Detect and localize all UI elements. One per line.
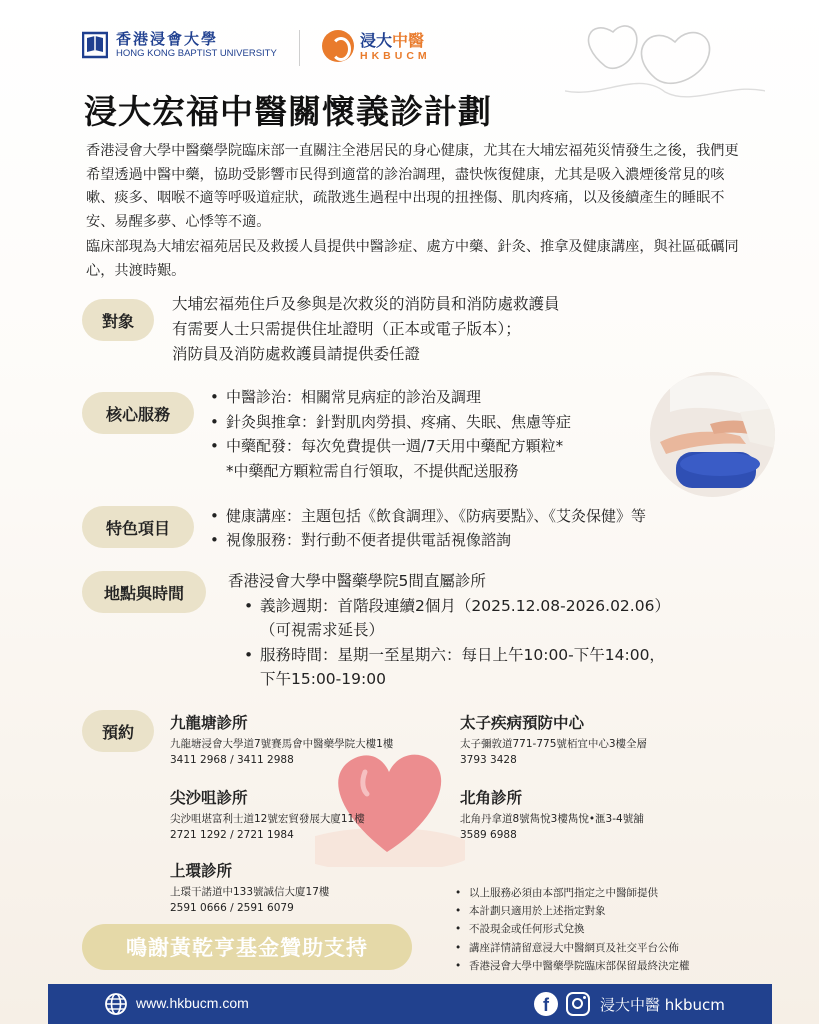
- clinic-phone[interactable]: 3793 3428: [460, 754, 517, 766]
- clinic-address-line: 九龍塘浸會大學道7號賽馬會中醫藥學院大樓1樓: [170, 738, 394, 750]
- term-item: 不設現金或任何形式兌換: [469, 923, 585, 936]
- clinic-address-line: 上環干諾道中133號誠信大廈17樓: [170, 886, 330, 898]
- location-intro: 香港浸會大學中醫藥學院5間直屬診所: [228, 572, 486, 590]
- target-section: [172, 292, 560, 367]
- bullet-icon: •: [244, 645, 254, 664]
- list-item: [455, 884, 690, 902]
- bullet-icon: •: [210, 437, 219, 455]
- clinic-phone[interactable]: 3411 2968 / 3411 2988: [170, 754, 294, 766]
- bullet-icon: •: [244, 596, 254, 615]
- hours-line-2: 下午15:00-19:00: [260, 670, 386, 688]
- clinic-address: [460, 736, 647, 768]
- bullet-icon: •: [455, 923, 462, 936]
- core-services-label: 核心服務: [82, 392, 194, 434]
- core-services-section: [210, 385, 571, 483]
- globe-icon: [104, 992, 128, 1016]
- terms-list: [455, 884, 690, 975]
- clinic-name: 上環診所: [170, 862, 233, 880]
- clinic-phone[interactable]: 3589 6988: [460, 829, 517, 841]
- target-label: 對象: [82, 299, 154, 341]
- list-item: [455, 920, 690, 938]
- clinic-name: 太子疾病預防中心: [460, 714, 585, 732]
- list-item: [455, 939, 690, 957]
- hkbu-logo: [82, 30, 277, 60]
- clinic-name: 九龍塘診所: [170, 714, 248, 732]
- term-item: 香港浸會大學中醫藥學院臨床部保留最終決定權: [469, 959, 690, 972]
- website-link[interactable]: www.hkbucm.com: [136, 995, 249, 1011]
- list-item: [455, 957, 690, 975]
- core-item: 針灸與推拿：針對肌肉勞損、疼痛、失眠、焦慮等症: [226, 412, 572, 431]
- booking-label: 預約: [82, 710, 154, 752]
- intro-paragraph-1: 香港浸會大學中醫藥學院臨床部一直關注全港居民的身心健康，尤其在大埔宏福苑災情發生之後，我們更希望透過中醫中藥，協助受影響市民得到適當的診治調理，盡快恢復健康，尤其是吸入濃煙後常見的咳嗽、痰多、咽喉不適等呼吸道症狀，疏散逃生過程中出現的扭挫傷、肌肉疼痛，以及後續產生的睡眠不安、易醒多夢、心悸等不適。: [86, 143, 739, 230]
- list-item: [210, 410, 571, 435]
- hkbucm-name-cn: [360, 31, 431, 50]
- bullet-icon: •: [210, 388, 219, 406]
- hkbucm-name-a: 浸大: [360, 30, 393, 50]
- term-item: 講座詳情請留意浸大中醫網頁及社交平台公佈: [469, 941, 679, 954]
- bullet-icon: •: [210, 507, 219, 525]
- core-item: 中藥配發：每次免費提供一週/7天用中藥配方顆粒*: [226, 437, 564, 455]
- hkbucm-logo-icon: [322, 30, 354, 62]
- clinic-address-line: 北角丹拿道8號雋悅3樓雋悅•滙3-4號舖: [460, 813, 644, 825]
- bullet-icon: •: [455, 905, 462, 918]
- hkbu-name-en: HONG KONG BAPTIST UNIVERSITY: [116, 47, 277, 59]
- target-line: 消防員及消防處救護員請提供委任證: [172, 345, 421, 363]
- sponsor-banner: 鳴謝黃乾亨基金贊助支持: [82, 924, 412, 970]
- core-note: *中藥配方顆粒需自行領取，不提供配送服務: [226, 461, 519, 480]
- list-item: [228, 643, 670, 668]
- feature-item: 視像服務：對行動不便者提供電話視像諮詢: [226, 531, 512, 549]
- list-item: [228, 594, 670, 619]
- clinic-address: [170, 811, 365, 843]
- instagram-icon[interactable]: [566, 992, 590, 1016]
- social-handle[interactable]: 浸大中醫 hkbucm: [600, 996, 725, 1014]
- bullet-icon: •: [455, 959, 462, 972]
- clinic-phone[interactable]: 2591 0666 / 2591 6079: [170, 902, 294, 914]
- target-line: 大埔宏福苑住戶及參與是次救災的消防員和消防處救護員: [172, 295, 560, 313]
- target-line: 有需要人士只需提供住址證明（正本或電子版本）；: [172, 320, 521, 338]
- footer-bar: [48, 984, 772, 1024]
- clinic-name: 北角診所: [460, 789, 523, 807]
- list-item: [210, 528, 646, 552]
- period-note: （可視需求延長）: [260, 621, 385, 639]
- clinic-address: [170, 884, 329, 916]
- logo-divider: [299, 30, 300, 66]
- clinic-phone[interactable]: 2721 1292 / 2721 1984: [170, 829, 294, 841]
- hkbu-name-cn: 香港浸會大學: [116, 29, 219, 48]
- period-line: 義診週期：首階段連續2個月（2025.12.08-2026.02.06）: [260, 596, 670, 615]
- clinic-address-line: 尖沙咀堪富利士道12號宏貿發展大廈11樓: [170, 813, 365, 825]
- page-title: 浸大宏福中醫關懷義診計劃: [84, 92, 492, 131]
- clinic-address: [460, 811, 644, 843]
- bullet-icon: •: [210, 412, 219, 431]
- hkbucm-name-en: HKBUCM: [360, 49, 431, 62]
- list-item: [210, 385, 571, 410]
- core-item: 中醫診治：相關常見病症的診治及調理: [226, 388, 482, 406]
- bullet-icon: •: [455, 941, 462, 954]
- facebook-icon[interactable]: f: [534, 992, 558, 1016]
- treatment-photo: [650, 372, 775, 497]
- intro-paragraph-2: 臨床部現為大埔宏福苑居民及救援人員提供中醫診症、處方中藥、針灸、推拿及健康講座，與社區砥礪同心，共渡時艱。: [86, 239, 739, 279]
- bullet-icon: •: [210, 531, 219, 549]
- clinic-address-line: 太子彌敦道771-775號栢宜中心3樓全層: [460, 738, 648, 750]
- feature-item: 健康講座：主題包括《飲食調理》、《防病要點》、《艾灸保健》等: [226, 507, 647, 525]
- location-section: [228, 569, 670, 692]
- hours-line: 服務時間：星期一至星期六：每日上午10:00-下午14:00，: [260, 645, 665, 664]
- features-section: [210, 504, 646, 552]
- hkbucm-logo: [322, 30, 431, 62]
- list-item: [210, 504, 646, 528]
- features-label: 特色項目: [82, 506, 194, 548]
- hkbucm-name-b: 中醫: [392, 30, 425, 50]
- bullet-icon: •: [455, 887, 462, 899]
- location-label: 地點與時間: [82, 571, 206, 613]
- list-item: [455, 902, 690, 920]
- hkbu-logo-icon: [82, 30, 108, 60]
- term-item: 以上服務必須由本部門指定之中醫師提供: [469, 887, 658, 899]
- list-item: [210, 434, 571, 459]
- clinic-address: [170, 736, 393, 768]
- hearts-decoration-icon: [565, 8, 765, 104]
- clinic-name: 尖沙咀診所: [170, 789, 248, 807]
- term-item: 本計劃只適用於上述指定對象: [469, 905, 606, 918]
